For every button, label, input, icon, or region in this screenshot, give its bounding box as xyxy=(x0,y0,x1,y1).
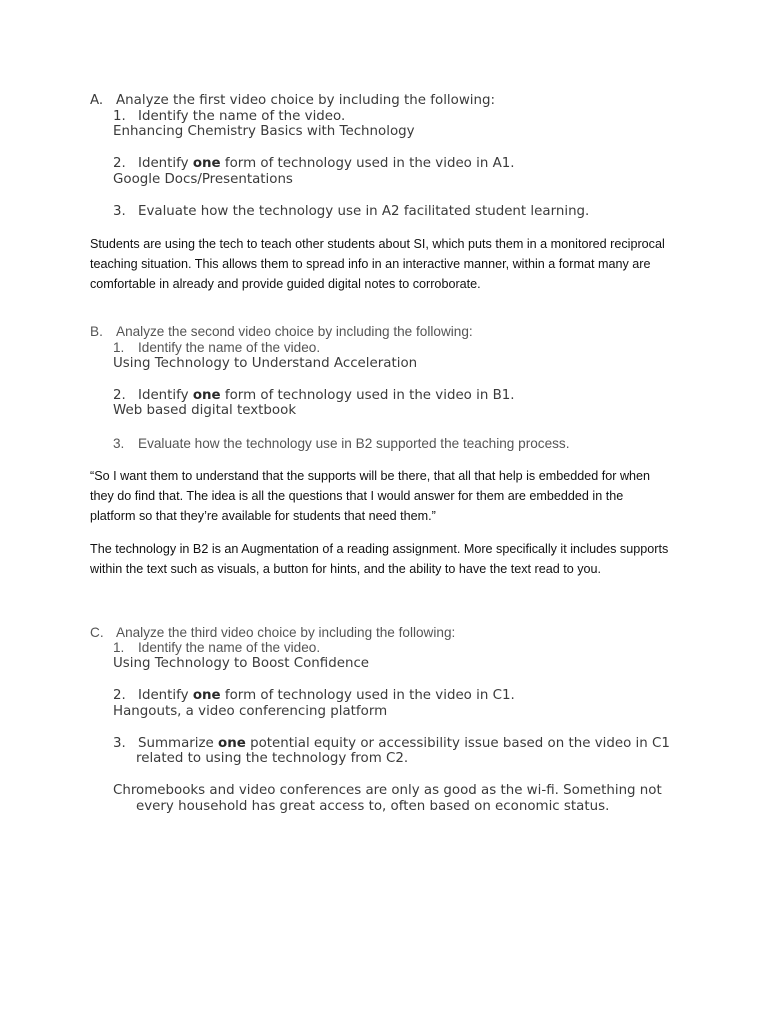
section-c-item-3 xyxy=(113,736,670,752)
section-c-item-3-pre: Summarize xyxy=(138,736,219,751)
section-a-heading xyxy=(90,93,495,109)
section-c-item-2-num: 2. xyxy=(113,688,126,703)
section-c-answer-line: every household has great access to, often based on economic status. xyxy=(136,799,610,814)
section-c-heading-text: Analyze the third video choice by including the following: xyxy=(116,625,456,640)
section-a-heading-text: Analyze the first video choice by including the following: xyxy=(116,93,495,108)
section-a-item-1 xyxy=(113,109,345,125)
section-b-item-1 xyxy=(113,340,320,356)
section-a-item-1-answer: Enhancing Chemistry Basics with Technology xyxy=(113,124,415,139)
section-a-item-2-pre: Identify xyxy=(138,156,193,171)
section-b-heading xyxy=(90,324,473,340)
section-b-item-2-bold: one xyxy=(192,388,221,403)
section-c-item-3-continuation: related to using the technology from C2. xyxy=(136,751,409,766)
section-b-item-2-post: form of technology used in the video in B1. xyxy=(220,388,515,403)
section-b-item-2-num: 2. xyxy=(113,388,126,403)
section-c-item-1 xyxy=(113,640,320,656)
section-a-item-2-bold: one xyxy=(192,156,221,171)
section-b-letter: B. xyxy=(90,324,103,339)
section-a-answer-line: comfortable in already and provide guided digital notes to corroborate. xyxy=(90,277,481,291)
section-b-answer-line: within the text such as visuals, a button for hints, and the ability to have the text read to you. xyxy=(90,562,602,576)
section-a-item-1-label: Identify the name of the video. xyxy=(138,109,346,124)
section-a-item-2-answer: Google Docs/Presentations xyxy=(113,172,293,187)
section-a-item-2-num: 2. xyxy=(113,156,126,171)
section-b-item-3 xyxy=(113,436,570,452)
section-b-quote-line: “So I want them to understand that the supports will be there, that all that help is embedded for when xyxy=(90,469,651,483)
section-a-letter: A. xyxy=(90,93,104,108)
section-a-item-2 xyxy=(113,156,515,172)
section-b-quote-line: they do find that. The idea is all the questions that I would answer for them are embedded in the xyxy=(90,489,624,503)
section-b-item-1-answer: Using Technology to Understand Acceleration xyxy=(113,356,418,371)
section-c-item-2-post: form of technology used in the video in C1. xyxy=(220,688,515,703)
section-c-item-3-post: potential equity or accessibility issue based on the video in C1 xyxy=(245,736,670,751)
section-c-answer-line: Chromebooks and video conferences are only as good as the wi-fi. Something not xyxy=(113,783,662,798)
section-c-letter: C. xyxy=(90,625,104,640)
section-c-item-3-bold: one xyxy=(218,736,246,751)
section-c-item-2-pre: Identify xyxy=(138,688,193,703)
section-a-item-3 xyxy=(113,204,589,220)
section-c-item-2-answer: Hangouts, a video conferencing platform xyxy=(113,704,388,719)
section-b-item-2-pre: Identify xyxy=(138,388,193,403)
section-a-item-2-post: form of technology used in the video in A1. xyxy=(220,156,515,171)
section-a-item-3-label: Evaluate how the technology use in A2 facilitated student learning. xyxy=(138,204,590,219)
section-a-item-3-num: 3. xyxy=(113,204,126,219)
section-c-item-2-bold: one xyxy=(192,688,221,703)
section-b-answer-line: The technology in B2 is an Augmentation of a reading assignment. More specifically it includes supports xyxy=(90,542,669,556)
section-b-item-1-num: 1. xyxy=(113,340,125,355)
section-c-item-1-answer: Using Technology to Boost Confidence xyxy=(113,656,370,671)
section-c-item-1-num: 1. xyxy=(113,640,125,655)
section-b-item-3-num: 3. xyxy=(113,436,125,451)
section-b-item-2-answer: Web based digital textbook xyxy=(113,403,297,418)
section-b-item-3-label: Evaluate how the technology use in B2 supported the teaching process. xyxy=(138,436,570,451)
section-b-item-2 xyxy=(113,388,515,404)
section-a-answer-line: Students are using the tech to teach other students about SI, which puts them in a monitored reciprocal xyxy=(90,237,665,251)
section-c-heading xyxy=(90,625,455,641)
section-a-item-1-num: 1. xyxy=(113,109,126,124)
section-c-item-3-num: 3. xyxy=(113,736,126,751)
section-b-heading-text: Analyze the second video choice by including the following: xyxy=(116,324,473,339)
section-b-item-1-label: Identify the name of the video. xyxy=(138,340,321,355)
section-b-quote-line: platform so that they’re available for students that need them.” xyxy=(90,509,436,523)
section-a-answer-line: teaching situation. This allows them to spread info in an interactive manner, within a format many are xyxy=(90,257,651,271)
section-c-item-2 xyxy=(113,688,515,704)
section-c-item-1-label: Identify the name of the video. xyxy=(138,640,321,655)
